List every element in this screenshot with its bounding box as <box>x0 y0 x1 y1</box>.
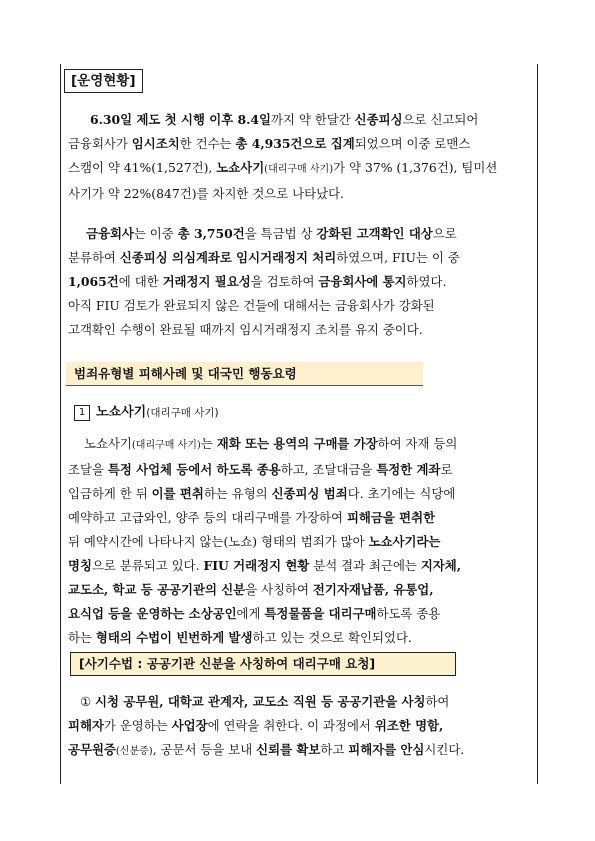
status-title: [운영현황] <box>64 69 143 93</box>
subheading-noshow-fraud: 1 노쇼사기(대리구매 사기) <box>74 402 219 424</box>
paragraph-fraud-step-1: ① 시청 공무원, 대학교 관계자, 교도소 직원 등 공공기관을 사칭하여 피해자가 운영하는 사업장에 연락을 취한다. 이 과정에서 위조한 명함, 공무원증(신분증), 공문서 등을 보내 신뢰를 확보하고 피해자를 안심시킨다. <box>68 694 465 757</box>
paragraph-operation-status: 6.30일 제도 첫 시행 이후 8.4일까지 약 한달간 신종피싱으로 신고되어 금융회사가 임시조치한 건수는 총 4,935건으로 집계되었으며 이중 로맨스 스캠이 약 41%(1,527건), 노쇼사기(대리구매 사기)가 약 37% (1,376건), 팀미션 사기가 약 22%(847건)를 차지한 것으로 나타났다. <box>68 112 498 201</box>
fraud-method-box: [사기수법 : 공공기관 신분을 사칭하여 대리구매 요청] <box>70 652 456 676</box>
paragraph-noshow-description: 노쇼사기(대리구매 사기)는 재화 또는 용역의 구매를 가장하여 자재 등의 조달을 특정 사업체 등에서 하도록 종용하고, 조달대금을 특정한 계좌로 입금하게 한 뒤 이를 편취하는 유형의 신종피싱 범죄다. 초기에는 식당에 예약하고 고급와인, 양주 등의 대리구매를 가장하여 피해금을 편취한 뒤 예약시간에 나타나지 않는(노쇼) 형태의 범죄가 많아 노쇼사기라는 명칭으로 분류되고 있다. FIU 거래정지 현황 분석 결과 최근에는 지자체, 교도소, 학교 등 공공기관의 신분을 사칭하여 전기자재납품, 유통업, 요식업 등을 운영하는 소상공인에게 특정물품을 대리구매하도록 종용 하는 형태의 수법이 빈번하게 발생하고 있는 것으로 확인되었다. <box>68 436 462 645</box>
number-box: 1 <box>74 405 90 421</box>
paragraph-financial-companies: 금융회사는 이중 총 3,750건을 특금법 상 강화된 고객확인 대상으로 분류하여 신종피싱 의심계좌로 임시거래정지 처리하였으며, FIU는 이 중 1,065건에 대한 거래정지 필요성을 검토하여 금융회사에 통지하였다. 아직 FIU 검토가 완료되지 않은 건들에 대해서는 금융회사가 강화된 고객확인 수행이 완료될 때까지 임시거래정지 조치를 유지 중이다. <box>68 226 460 337</box>
section-heading: 범죄유형별 피해사례 및 대국민 행동요령 <box>66 362 423 386</box>
